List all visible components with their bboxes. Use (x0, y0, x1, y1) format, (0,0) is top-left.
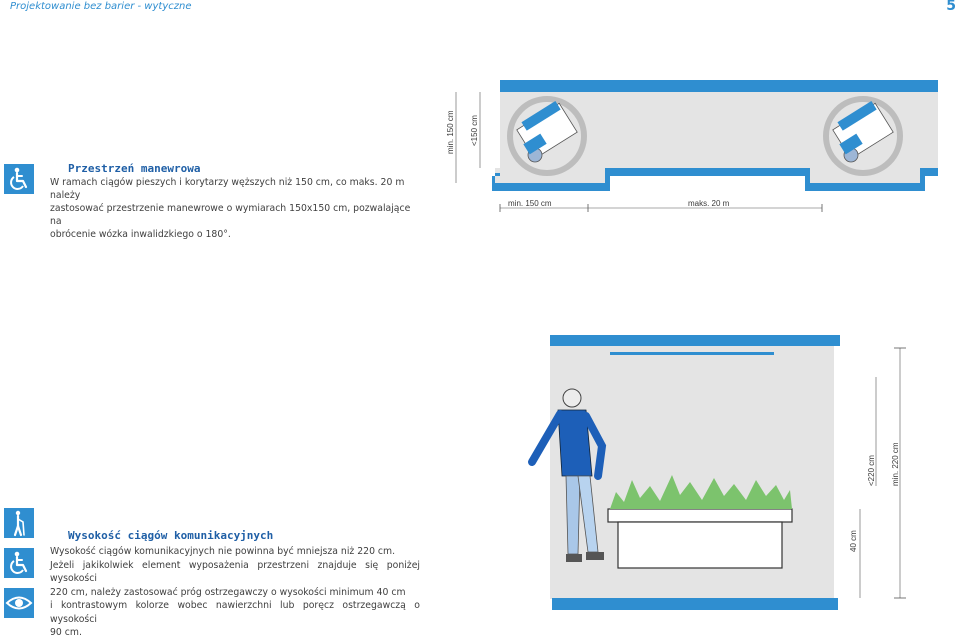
paragraph-line: zastosować przestrzenie manewrowe o wymiarach 150x150 cm, pozwalające na (50, 203, 411, 227)
dim-label-min220: min. 220 cm (891, 442, 900, 486)
wheelchair-icon (4, 548, 34, 578)
dim-label-min150-vertical: min. 150 cm (446, 110, 455, 154)
paragraph-line: Jeżeli jakikolwiek element wyposażenia przestrzeni znajduje się poniżej wysokości (50, 559, 420, 584)
dim-label-max20m: maks. 20 m (688, 199, 730, 208)
section-body-maneuvering-space (50, 176, 420, 241)
dim-label-min150: min. 150 cm (508, 199, 552, 208)
paragraph-line: obrócenie wózka inwalidzkiego o 180°. (50, 229, 231, 240)
section-title-corridor-height: Wysokość ciągów komunikacyjnych (68, 529, 274, 542)
paragraph-line: Wysokość ciągów komunikacyjnych nie powinna być mniejsza niż 220 cm. (50, 546, 396, 557)
eye-icon (4, 588, 34, 618)
dim-label-lt220: <220 cm (867, 455, 876, 486)
cane-user-icon (4, 508, 34, 538)
page-number: 5 (946, 0, 956, 14)
dim-label-40cm: 40 cm (849, 530, 858, 552)
corridor-plan-diagram (430, 80, 950, 220)
running-header: Projektowanie bez barier - wytyczne (10, 1, 192, 12)
section-title-maneuvering-space: Przestrzeń manewrowa (68, 162, 201, 175)
paragraph-line: 90 cm. (50, 627, 82, 638)
paragraph-line: W ramach ciągów pieszych i korytarzy węższych niż 150 cm, co maks. 20 m należy (50, 177, 405, 201)
paragraph-line: 220 cm, należy zastosować próg ostrzegawczy o wysokości minimum 40 cm (50, 586, 406, 598)
corridor-height-section-diagram (520, 330, 940, 620)
section-body-corridor-height (50, 545, 420, 640)
paragraph-line: i kontrastowym kolorze wobec nawierzchni lub poręcz ostrzegawczą o wysokości (50, 600, 420, 625)
dim-label-lt150-vertical: <150 cm (470, 115, 479, 146)
wheelchair-icon (4, 164, 34, 194)
